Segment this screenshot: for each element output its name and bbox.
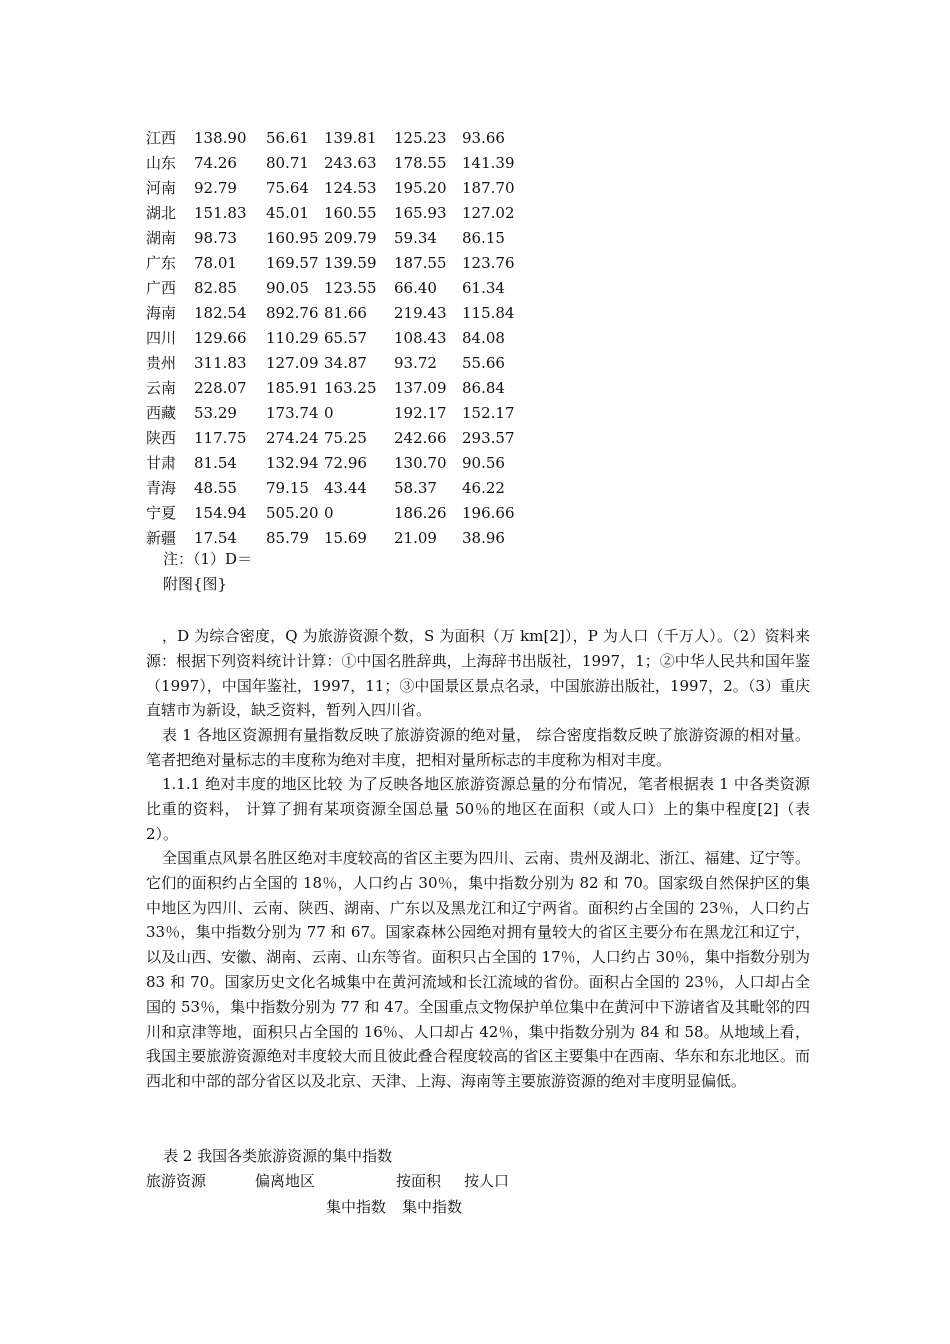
province-name: 广东 [146, 254, 177, 272]
index-value: 228.07 [194, 379, 247, 397]
province-name: 西藏 [146, 404, 177, 422]
figure-placeholder: 附图{图} [163, 575, 228, 593]
index-value: 45.01 [266, 204, 309, 222]
index-value: 892.76 [266, 304, 319, 322]
index-value: 108.43 [394, 329, 447, 347]
index-value: 293.57 [462, 429, 515, 447]
index-value: 92.79 [194, 179, 237, 197]
index-value: 72.96 [324, 454, 367, 472]
index-value: 56.61 [266, 129, 309, 147]
index-value: 192.17 [394, 404, 447, 422]
table2-header-index-population: 集中指数 [402, 1198, 463, 1216]
index-value: 43.44 [324, 479, 367, 497]
paragraph-section-1-1-1: 1.1.1 绝对丰度的地区比较 为了反映各地区旅游资源总量的分布情况，笔者根据表 1 中各类资源比重的资料， 计算了拥有某项资源全国总量 50％的地区在面积（或人口）上的集中程度[2]（表 2）。 [146, 775, 810, 843]
province-name: 湖南 [146, 229, 177, 247]
index-value: 123.76 [462, 254, 515, 272]
index-value: 243.63 [324, 154, 377, 172]
paragraph-abundance: 表 1 各地区资源拥有量指数反映了旅游资源的绝对量， 综合密度指数反映了旅游资源的相对量。笔者把绝对量标志的丰度称为绝对丰度，把相对量所标志的丰度称为相对丰度。 [146, 726, 810, 769]
index-value: 48.55 [194, 479, 237, 497]
index-value: 139.81 [324, 129, 377, 147]
index-value: 132.94 [266, 454, 319, 472]
index-value: 93.72 [394, 354, 437, 372]
index-value: 209.79 [324, 229, 377, 247]
index-value: 127.09 [266, 354, 319, 372]
index-value: 75.64 [266, 179, 309, 197]
index-value: 169.57 [266, 254, 319, 272]
index-value: 98.73 [194, 229, 237, 247]
table2-header-region: 偏离地区 [255, 1172, 316, 1190]
index-value: 86.15 [462, 229, 505, 247]
index-value: 17.54 [194, 529, 237, 547]
table2-header-index-area: 集中指数 [326, 1198, 387, 1216]
index-value: 127.02 [462, 204, 515, 222]
index-value: 21.09 [394, 529, 437, 547]
index-value: 139.59 [324, 254, 377, 272]
index-value: 90.05 [266, 279, 309, 297]
index-value: 196.66 [462, 504, 515, 522]
province-name: 河南 [146, 179, 177, 197]
table2-title: 表 2 我国各类旅游资源的集中指数 [163, 1147, 393, 1165]
paragraph-concentration: 全国重点风景名胜区绝对丰度较高的省区主要为四川、云南、贵州及湖北、浙江、福建、辽宁等。它们的面积约占全国的 18％，人口约占 30％，集中指数分别为 82 和 70。国家级自然保护区的集中地区为四川、云南、陕西、湖南、广东以及黑龙江和辽宁两省。面积约占全国的 23％，人口约占 33％，集中指数分别为 77 和 67。国家森林公园绝对拥有量较大的省区主要分布在黑龙江和辽宁，以及山西、安徽、湖南、云南、山东等省。面积只占全国的 17％，人口约占 30％，集中指数分别为 83 和 70。国家历史文化名城集中在黄河流域和长江流域的省份。面积占全国的 23％，人口却占全国的 53％，集中指数分别为 77 和 47。全国重点文物保护单位集中在黄河中下游诸省及其毗邻的四川和京津等地，面积只占全国的 16％、人口却占 42％，集中指数分别为 84 和 58。从地域上看，我国主要旅游资源绝对丰度较大而且彼此叠合程度较高的省区主要集中在西南、华东和东北地区。而西北和中部的部分省区以及北京、天津、上海、海南等主要旅游资源的绝对丰度明显偏低。 [146, 849, 810, 1091]
index-value: 110.29 [266, 329, 319, 347]
index-value: 219.43 [394, 304, 447, 322]
province-name: 贵州 [146, 354, 177, 372]
index-value: 187.55 [394, 254, 447, 272]
index-value: 186.26 [394, 504, 447, 522]
province-name: 甘肃 [146, 454, 177, 472]
index-value: 59.34 [394, 229, 437, 247]
index-value: 86.84 [462, 379, 505, 397]
province-name: 广西 [146, 279, 177, 297]
index-value: 38.96 [462, 529, 505, 547]
index-value: 195.20 [394, 179, 447, 197]
index-value: 129.66 [194, 329, 247, 347]
province-name: 新疆 [146, 529, 177, 547]
province-name: 江西 [146, 129, 177, 147]
index-value: 124.53 [324, 179, 377, 197]
index-value: 75.25 [324, 429, 367, 447]
index-value: 138.90 [194, 129, 247, 147]
province-name: 海南 [146, 304, 177, 322]
index-value: 74.26 [194, 154, 237, 172]
index-value: 78.01 [194, 254, 237, 272]
province-name: 湖北 [146, 204, 177, 222]
table2-header-population: 按人口 [464, 1172, 510, 1190]
index-value: 151.83 [194, 204, 247, 222]
index-value: 61.34 [462, 279, 505, 297]
province-name: 陕西 [146, 429, 177, 447]
index-value: 90.56 [462, 454, 505, 472]
index-value: 141.39 [462, 154, 515, 172]
index-value: 505.20 [266, 504, 319, 522]
index-value: 130.70 [394, 454, 447, 472]
index-value: 80.71 [266, 154, 309, 172]
index-value: 274.24 [266, 429, 319, 447]
index-value: 165.93 [394, 204, 447, 222]
index-value: 66.40 [394, 279, 437, 297]
province-name: 青海 [146, 479, 177, 497]
index-value: 65.57 [324, 329, 367, 347]
index-value: 34.87 [324, 354, 367, 372]
index-value: 55.66 [462, 354, 505, 372]
index-value: 117.75 [194, 429, 247, 447]
index-value: 163.25 [324, 379, 377, 397]
index-value: 152.17 [462, 404, 515, 422]
index-value: 160.55 [324, 204, 377, 222]
index-value: 160.95 [266, 229, 319, 247]
index-value: 84.08 [462, 329, 505, 347]
index-value: 178.55 [394, 154, 447, 172]
province-name: 宁夏 [146, 504, 177, 522]
index-value: 82.85 [194, 279, 237, 297]
index-value: 15.69 [324, 529, 367, 547]
index-value: 185.91 [266, 379, 319, 397]
index-value: 53.29 [194, 404, 237, 422]
province-name: 云南 [146, 379, 177, 397]
index-value: 311.83 [194, 354, 247, 372]
index-value: 125.23 [394, 129, 447, 147]
index-value: 115.84 [462, 304, 515, 322]
index-value: 187.70 [462, 179, 515, 197]
index-value: 173.74 [266, 404, 319, 422]
index-value: 93.66 [462, 129, 505, 147]
index-value: 46.22 [462, 479, 505, 497]
index-value: 58.37 [394, 479, 437, 497]
province-name: 山东 [146, 154, 177, 172]
index-value: 242.66 [394, 429, 447, 447]
index-value: 123.55 [324, 279, 377, 297]
index-value: 81.66 [324, 304, 367, 322]
index-value: 0 [324, 404, 334, 422]
index-value: 79.15 [266, 479, 309, 497]
province-name: 四川 [146, 329, 177, 347]
index-value: 0 [324, 504, 334, 522]
index-value: 154.94 [194, 504, 247, 522]
index-value: 182.54 [194, 304, 247, 322]
table-note: 注：（1）D＝ [163, 550, 253, 568]
table2-header-resource: 旅游资源 [146, 1172, 207, 1190]
table2-header-area: 按面积 [396, 1172, 442, 1190]
index-value: 81.54 [194, 454, 237, 472]
note-paragraph: ，D 为综合密度，Q 为旅游资源个数，S 为面积（万 km[2]），P 为人口（千万人）。（2）资料来源：根据下列资料统计计算：①中国名胜辞典，上海辞书出版社，1997，1；②中华人民共和国年鉴（1997），中国年鉴社，1997，11；③中国景区景点名录，中国旅游出版社，1997，2。（3）重庆直辖市为新设，缺乏资料，暂列入四川省。 [146, 627, 810, 720]
index-value: 137.09 [394, 379, 447, 397]
index-value: 85.79 [266, 529, 309, 547]
